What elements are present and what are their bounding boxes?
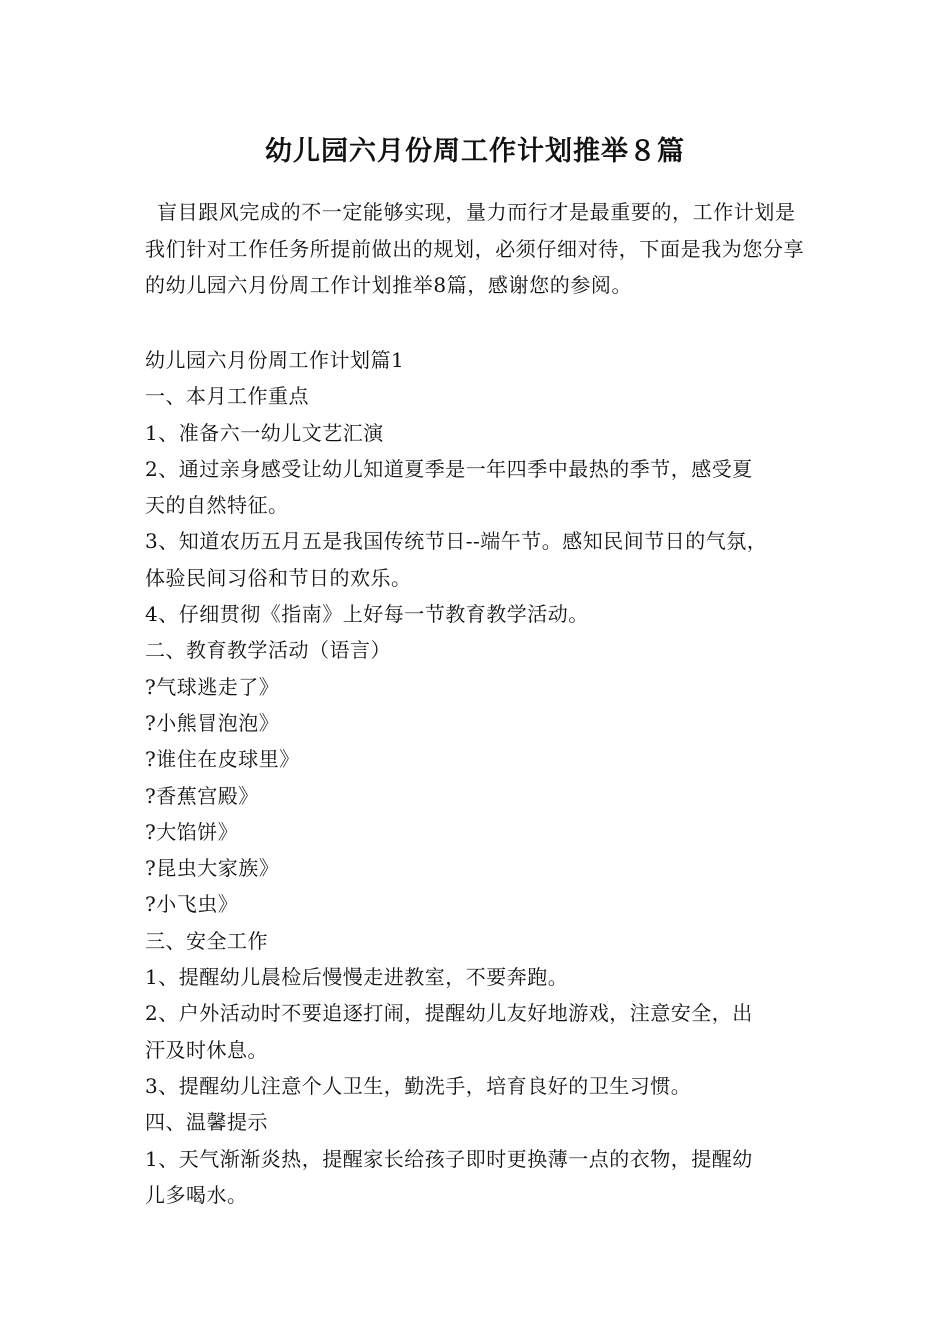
list-item: ?大馅饼》 (145, 819, 239, 844)
subheading: 三、安全工作 (145, 928, 268, 953)
intro-text: 盲目跟风完成的不一定能够实现，量力而行才是最重要的，工作计划是我们针对工作任务所提前做出的规划，必须仔细对待，下面是我为您分享的幼儿园六月份周工作计划推举8篇，感谢您的参阅。 (145, 200, 805, 297)
text-line: 汗及时休息。 (145, 1037, 268, 1062)
text-line: 1、准备六一幼儿文艺汇演 (145, 420, 384, 445)
intro-paragraph (145, 194, 815, 304)
list-item: ?谁住在皮球里》 (145, 747, 300, 772)
list-item: ?小飞虫》 (145, 892, 239, 917)
text-line: 1、天气渐渐炎热，提醒家长给孩子即时更换薄一点的衣物，提醒幼 (145, 1146, 753, 1171)
document-body (145, 342, 835, 1213)
text-line: 3、提醒幼儿注意个人卫生，勤洗手，培育良好的卫生习惯。 (145, 1073, 692, 1098)
list-item: ?昆虫大家族》 (145, 856, 280, 881)
section-heading: 幼儿园六月份周工作计划篇1 (145, 348, 405, 372)
list-item: ?香蕉宫殿》 (145, 783, 259, 808)
text-line: 3、知道农历五月五是我国传统节日--端午节。感知民间节日的气氛， (145, 529, 768, 554)
subheading: 二、教育教学活动（语言） (145, 638, 391, 663)
list-item: ?气球逃走了》 (145, 674, 280, 699)
subheading: 四、温馨提示 (145, 1110, 268, 1135)
text-line: 儿多喝水。 (145, 1182, 248, 1207)
text-line: 体验民间习俗和节日的欢乐。 (145, 565, 412, 590)
subheading: 一、本月工作重点 (145, 384, 309, 409)
list-item: ?小熊冒泡泡》 (145, 710, 280, 735)
text-line: 2、户外活动时不要追逐打闹，提醒幼儿友好地游戏，注意安全，出 (145, 1001, 753, 1026)
text-line: 1、提醒幼儿晨检后慢慢走进教室，不要奔跑。 (145, 965, 569, 990)
text-line: 4、仔细贯彻《指南》上好每一节教育教学活动。 (145, 602, 589, 627)
text-line: 2、通过亲身感受让幼儿知道夏季是一年四季中最热的季节，感受夏 (145, 456, 753, 481)
text-line: 天的自然特征。 (145, 493, 289, 518)
document-title: 幼儿园六月份周工作计划推举８篇 (265, 136, 685, 167)
